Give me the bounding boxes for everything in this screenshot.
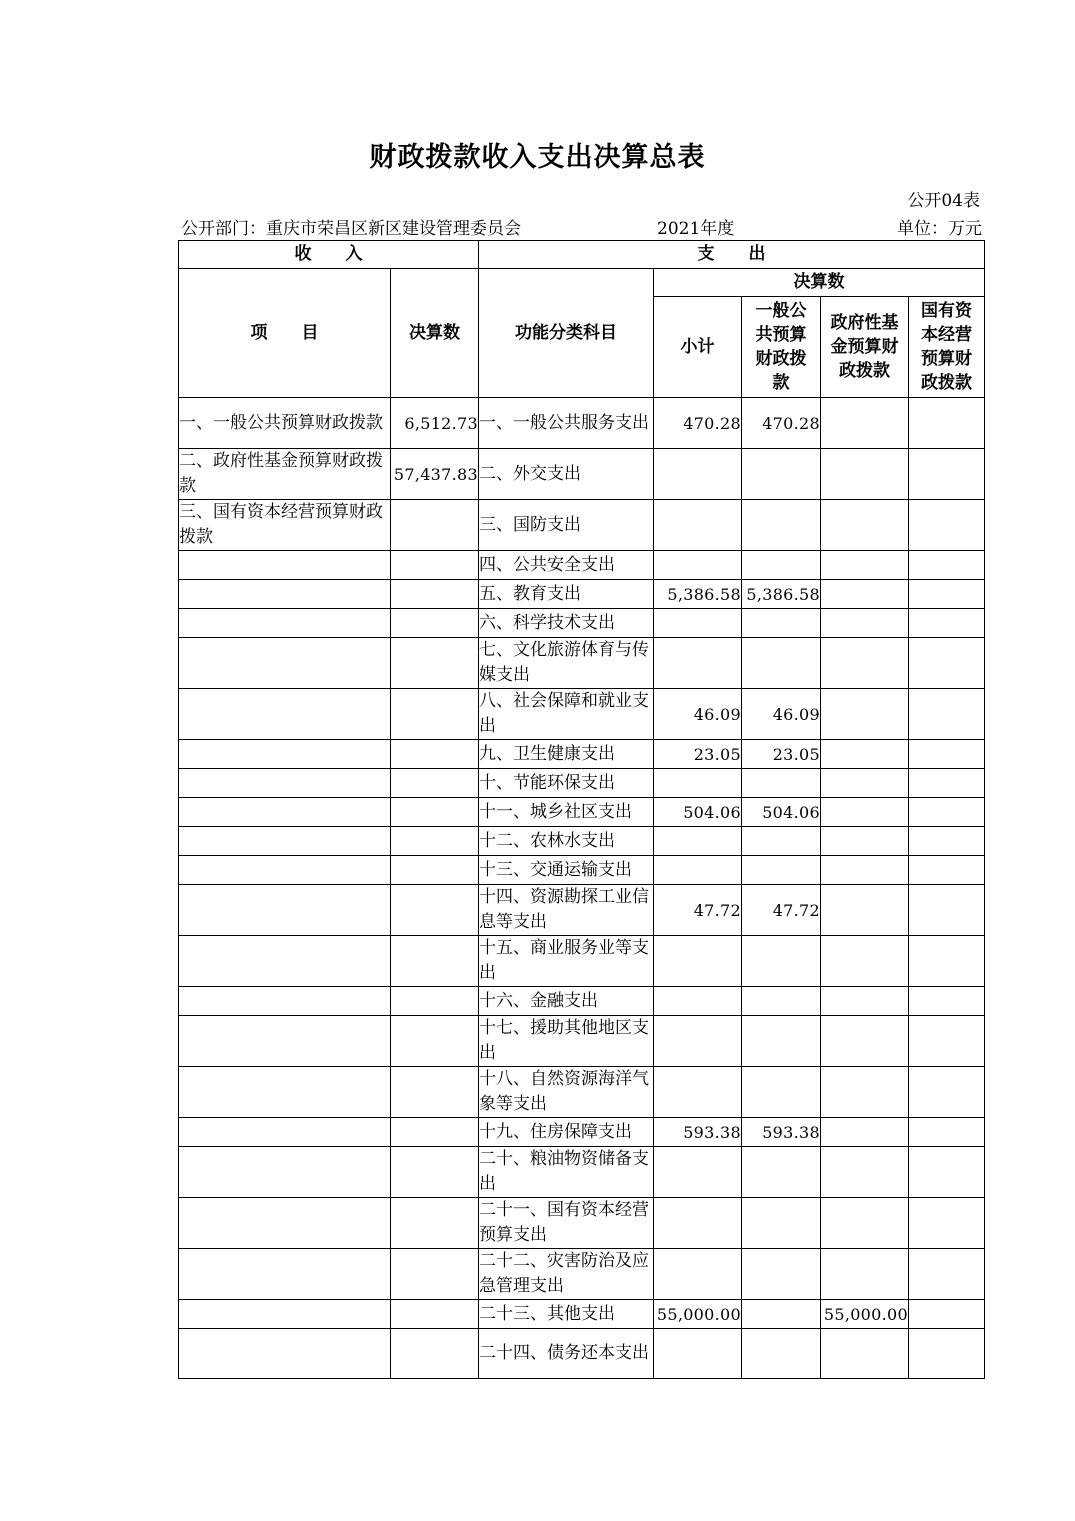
gov-fund-cell xyxy=(821,449,909,500)
general-budget-cell xyxy=(742,1329,821,1379)
income-amount-cell xyxy=(391,856,479,885)
gov-fund-cell xyxy=(821,827,909,856)
table-row xyxy=(179,609,985,638)
subtotal-cell xyxy=(654,1249,742,1300)
general-budget-cell xyxy=(742,1249,821,1300)
table-row xyxy=(179,885,985,936)
gov-fund-cell xyxy=(821,856,909,885)
table-row xyxy=(179,936,985,987)
func-class-cell: 九、卫生健康支出 xyxy=(479,740,654,769)
func-class-cell: 十七、援助其他地区支出 xyxy=(479,1016,654,1067)
state-capital-header: 国有资本经营预算财政拨款 xyxy=(909,297,985,398)
income-amount-cell xyxy=(391,580,479,609)
subtotal-cell: 46.09 xyxy=(654,689,742,740)
subtotal-cell xyxy=(654,1147,742,1198)
income-amount-cell xyxy=(391,885,479,936)
income-item-cell xyxy=(179,769,391,798)
func-class-cell: 六、科学技术支出 xyxy=(479,609,654,638)
subtotal-cell xyxy=(654,769,742,798)
subtotal-cell xyxy=(654,827,742,856)
func-class-cell: 八、社会保障和就业支出 xyxy=(479,689,654,740)
subtotal-cell xyxy=(654,1329,742,1379)
state-capital-cell xyxy=(909,449,985,500)
table-row xyxy=(179,1198,985,1249)
subtotal-cell xyxy=(654,1016,742,1067)
item-header: 项 目 xyxy=(179,269,391,398)
state-capital-cell xyxy=(909,580,985,609)
func-class-cell: 十八、自然资源海洋气象等支出 xyxy=(479,1067,654,1118)
state-capital-cell xyxy=(909,500,985,551)
gov-fund-header: 政府性基金预算财政拨款 xyxy=(821,297,909,398)
income-item-cell xyxy=(179,798,391,827)
gov-fund-cell xyxy=(821,798,909,827)
general-budget-cell xyxy=(742,1198,821,1249)
unit-label: 单位：万元 xyxy=(897,219,982,239)
income-amount-cell xyxy=(391,1329,479,1379)
gov-fund-cell xyxy=(821,1147,909,1198)
general-budget-cell: 5,386.58 xyxy=(742,580,821,609)
general-budget-cell xyxy=(742,1067,821,1118)
income-item-cell xyxy=(179,1300,391,1329)
subtotal-cell: 55,000.00 xyxy=(654,1300,742,1329)
gov-fund-cell xyxy=(821,987,909,1016)
state-capital-cell xyxy=(909,609,985,638)
income-amount-cell xyxy=(391,609,479,638)
table-row xyxy=(179,1067,985,1118)
func-class-cell: 十五、商业服务业等支出 xyxy=(479,936,654,987)
gov-fund-cell xyxy=(821,638,909,689)
gov-fund-cell xyxy=(821,1249,909,1300)
table-row xyxy=(179,1329,985,1379)
func-class-cell: 十九、住房保障支出 xyxy=(479,1118,654,1147)
func-class-cell: 七、文化旅游体育与传媒支出 xyxy=(479,638,654,689)
gov-fund-cell xyxy=(821,885,909,936)
general-budget-cell xyxy=(742,769,821,798)
state-capital-cell xyxy=(909,1198,985,1249)
general-budget-cell xyxy=(742,936,821,987)
income-item-cell xyxy=(179,689,391,740)
func-class-cell: 十一、城乡社区支出 xyxy=(479,798,654,827)
income-amount-cell: 57,437.83 xyxy=(391,449,479,500)
table-row xyxy=(179,1147,985,1198)
state-capital-cell xyxy=(909,936,985,987)
page-title: 财政拨款收入支出决算总表 xyxy=(369,142,706,173)
general-budget-cell xyxy=(742,500,821,551)
table-row xyxy=(179,551,985,580)
income-item-cell xyxy=(179,580,391,609)
income-amount-cell xyxy=(391,798,479,827)
gov-fund-cell xyxy=(821,1118,909,1147)
table-row xyxy=(179,638,985,689)
final-amount-header: 决算数 xyxy=(654,269,985,297)
func-class-cell: 十四、资源勘探工业信息等支出 xyxy=(479,885,654,936)
subtotal-cell xyxy=(654,449,742,500)
table-row xyxy=(179,449,985,500)
general-budget-cell xyxy=(742,827,821,856)
subtotal-cell xyxy=(654,1067,742,1118)
income-item-cell xyxy=(179,1067,391,1118)
income-amount-cell xyxy=(391,500,479,551)
income-item-cell xyxy=(179,1249,391,1300)
subtotal-cell xyxy=(654,551,742,580)
subtotal-cell: 593.38 xyxy=(654,1118,742,1147)
func-class-cell: 十三、交通运输支出 xyxy=(479,856,654,885)
income-item-cell xyxy=(179,740,391,769)
income-item-cell xyxy=(179,936,391,987)
gov-fund-cell xyxy=(821,398,909,449)
income-amount-cell xyxy=(391,740,479,769)
income-item-cell xyxy=(179,1016,391,1067)
subtotal-cell xyxy=(654,609,742,638)
subtotal-cell: 23.05 xyxy=(654,740,742,769)
state-capital-cell xyxy=(909,1118,985,1147)
func-class-cell: 十二、农林水支出 xyxy=(479,827,654,856)
state-capital-cell xyxy=(909,885,985,936)
income-amount-cell xyxy=(391,1016,479,1067)
general-budget-header: 一般公共预算财政拨款 xyxy=(742,297,821,398)
state-capital-cell xyxy=(909,1249,985,1300)
income-item-cell xyxy=(179,856,391,885)
income-item-cell xyxy=(179,1329,391,1379)
income-amount-cell xyxy=(391,987,479,1016)
subtotal-cell xyxy=(654,638,742,689)
gov-fund-cell xyxy=(821,580,909,609)
gov-fund-cell xyxy=(821,740,909,769)
gov-fund-cell xyxy=(821,1329,909,1379)
general-budget-cell xyxy=(742,856,821,885)
func-class-cell: 五、教育支出 xyxy=(479,580,654,609)
income-item-cell xyxy=(179,1198,391,1249)
table-row xyxy=(179,500,985,551)
state-capital-cell xyxy=(909,1329,985,1379)
func-class-cell: 二十二、灾害防治及应急管理支出 xyxy=(479,1249,654,1300)
table-row xyxy=(179,1016,985,1067)
state-capital-cell xyxy=(909,769,985,798)
income-header: 收 入 xyxy=(179,241,479,269)
income-amount-cell xyxy=(391,936,479,987)
table-row xyxy=(179,580,985,609)
func-class-cell: 四、公共安全支出 xyxy=(479,551,654,580)
table-row xyxy=(179,798,985,827)
general-budget-cell xyxy=(742,638,821,689)
general-budget-cell: 504.06 xyxy=(742,798,821,827)
income-item-cell: 二、政府性基金预算财政拨款 xyxy=(179,449,391,500)
subtotal-cell xyxy=(654,936,742,987)
subtotal-cell xyxy=(654,987,742,1016)
income-amount-cell: 6,512.73 xyxy=(391,398,479,449)
state-capital-cell xyxy=(909,398,985,449)
income-item-cell xyxy=(179,885,391,936)
subtotal-cell: 470.28 xyxy=(654,398,742,449)
general-budget-cell xyxy=(742,449,821,500)
func-class-cell: 三、国防支出 xyxy=(479,500,654,551)
income-amount-cell xyxy=(391,1300,479,1329)
general-budget-cell xyxy=(742,1016,821,1067)
state-capital-cell xyxy=(909,740,985,769)
func-class-cell: 二、外交支出 xyxy=(479,449,654,500)
state-capital-cell xyxy=(909,638,985,689)
income-item-cell xyxy=(179,1118,391,1147)
income-amount-cell xyxy=(391,769,479,798)
gov-fund-cell xyxy=(821,500,909,551)
gov-fund-cell xyxy=(821,1067,909,1118)
general-budget-cell: 470.28 xyxy=(742,398,821,449)
gov-fund-cell xyxy=(821,1198,909,1249)
subtotal-cell xyxy=(654,500,742,551)
state-capital-cell xyxy=(909,987,985,1016)
state-capital-cell xyxy=(909,798,985,827)
table-row xyxy=(179,769,985,798)
income-amount-cell xyxy=(391,689,479,740)
table-row xyxy=(179,987,985,1016)
gov-fund-cell xyxy=(821,609,909,638)
table-row xyxy=(179,398,985,449)
func-class-cell: 十六、金融支出 xyxy=(479,987,654,1016)
general-budget-cell xyxy=(742,1147,821,1198)
gov-fund-cell xyxy=(821,689,909,740)
income-amount-cell xyxy=(391,1067,479,1118)
subtotal-cell: 504.06 xyxy=(654,798,742,827)
subtotal-cell: 5,386.58 xyxy=(654,580,742,609)
income-item-cell: 一、一般公共预算财政拨款 xyxy=(179,398,391,449)
table-row xyxy=(179,1118,985,1147)
state-capital-cell xyxy=(909,551,985,580)
state-capital-cell xyxy=(909,1016,985,1067)
general-budget-cell xyxy=(742,551,821,580)
income-amount-cell xyxy=(391,827,479,856)
income-item-cell xyxy=(179,1147,391,1198)
income-amount-cell xyxy=(391,1198,479,1249)
gov-fund-cell xyxy=(821,769,909,798)
gov-fund-cell xyxy=(821,936,909,987)
fiscal-year: 2021年度 xyxy=(657,219,735,239)
general-budget-cell: 47.72 xyxy=(742,885,821,936)
income-item-cell xyxy=(179,609,391,638)
table-row xyxy=(179,689,985,740)
income-amount-cell xyxy=(391,1147,479,1198)
state-capital-cell xyxy=(909,827,985,856)
table-row xyxy=(179,740,985,769)
func-class-cell: 二十、粮油物资储备支出 xyxy=(479,1147,654,1198)
func-class-cell: 二十四、债务还本支出 xyxy=(479,1329,654,1379)
state-capital-cell xyxy=(909,1067,985,1118)
gov-fund-cell: 55,000.00 xyxy=(821,1300,909,1329)
func-class-cell: 一、一般公共服务支出 xyxy=(479,398,654,449)
subtotal-cell: 47.72 xyxy=(654,885,742,936)
income-item-cell xyxy=(179,827,391,856)
general-budget-cell xyxy=(742,987,821,1016)
general-budget-cell: 23.05 xyxy=(742,740,821,769)
general-budget-cell: 46.09 xyxy=(742,689,821,740)
department-label: 公开部门：重庆市荣昌区新区建设管理委员会 xyxy=(181,219,521,239)
func-class-cell: 二十一、国有资本经营预算支出 xyxy=(479,1198,654,1249)
gov-fund-cell xyxy=(821,551,909,580)
general-budget-cell: 593.38 xyxy=(742,1118,821,1147)
form-number: 公开04表 xyxy=(907,191,980,211)
state-capital-cell xyxy=(909,1147,985,1198)
income-item-cell: 三、国有资本经营预算财政拨款 xyxy=(179,500,391,551)
income-amount-cell xyxy=(391,1249,479,1300)
general-budget-cell xyxy=(742,1300,821,1329)
income-amount-cell xyxy=(391,638,479,689)
state-capital-cell xyxy=(909,689,985,740)
expense-header: 支 出 xyxy=(479,241,985,269)
appropriation-summary-table xyxy=(178,240,985,1379)
table-row xyxy=(179,1300,985,1329)
general-budget-cell xyxy=(742,609,821,638)
income-item-cell xyxy=(179,638,391,689)
gov-fund-cell xyxy=(821,1016,909,1067)
subtotal-cell xyxy=(654,1198,742,1249)
func-class-cell: 十、节能环保支出 xyxy=(479,769,654,798)
subtotal-header: 小计 xyxy=(654,297,742,398)
table-row xyxy=(179,856,985,885)
state-capital-cell xyxy=(909,1300,985,1329)
income-amount-cell xyxy=(391,1118,479,1147)
income-amount-cell xyxy=(391,551,479,580)
func-class-header: 功能分类科目 xyxy=(479,269,654,398)
subtotal-cell xyxy=(654,856,742,885)
income-amount-header: 决算数 xyxy=(391,269,479,398)
table-row xyxy=(179,1249,985,1300)
table-row xyxy=(179,827,985,856)
state-capital-cell xyxy=(909,856,985,885)
income-item-cell xyxy=(179,551,391,580)
income-item-cell xyxy=(179,987,391,1016)
func-class-cell: 二十三、其他支出 xyxy=(479,1300,654,1329)
